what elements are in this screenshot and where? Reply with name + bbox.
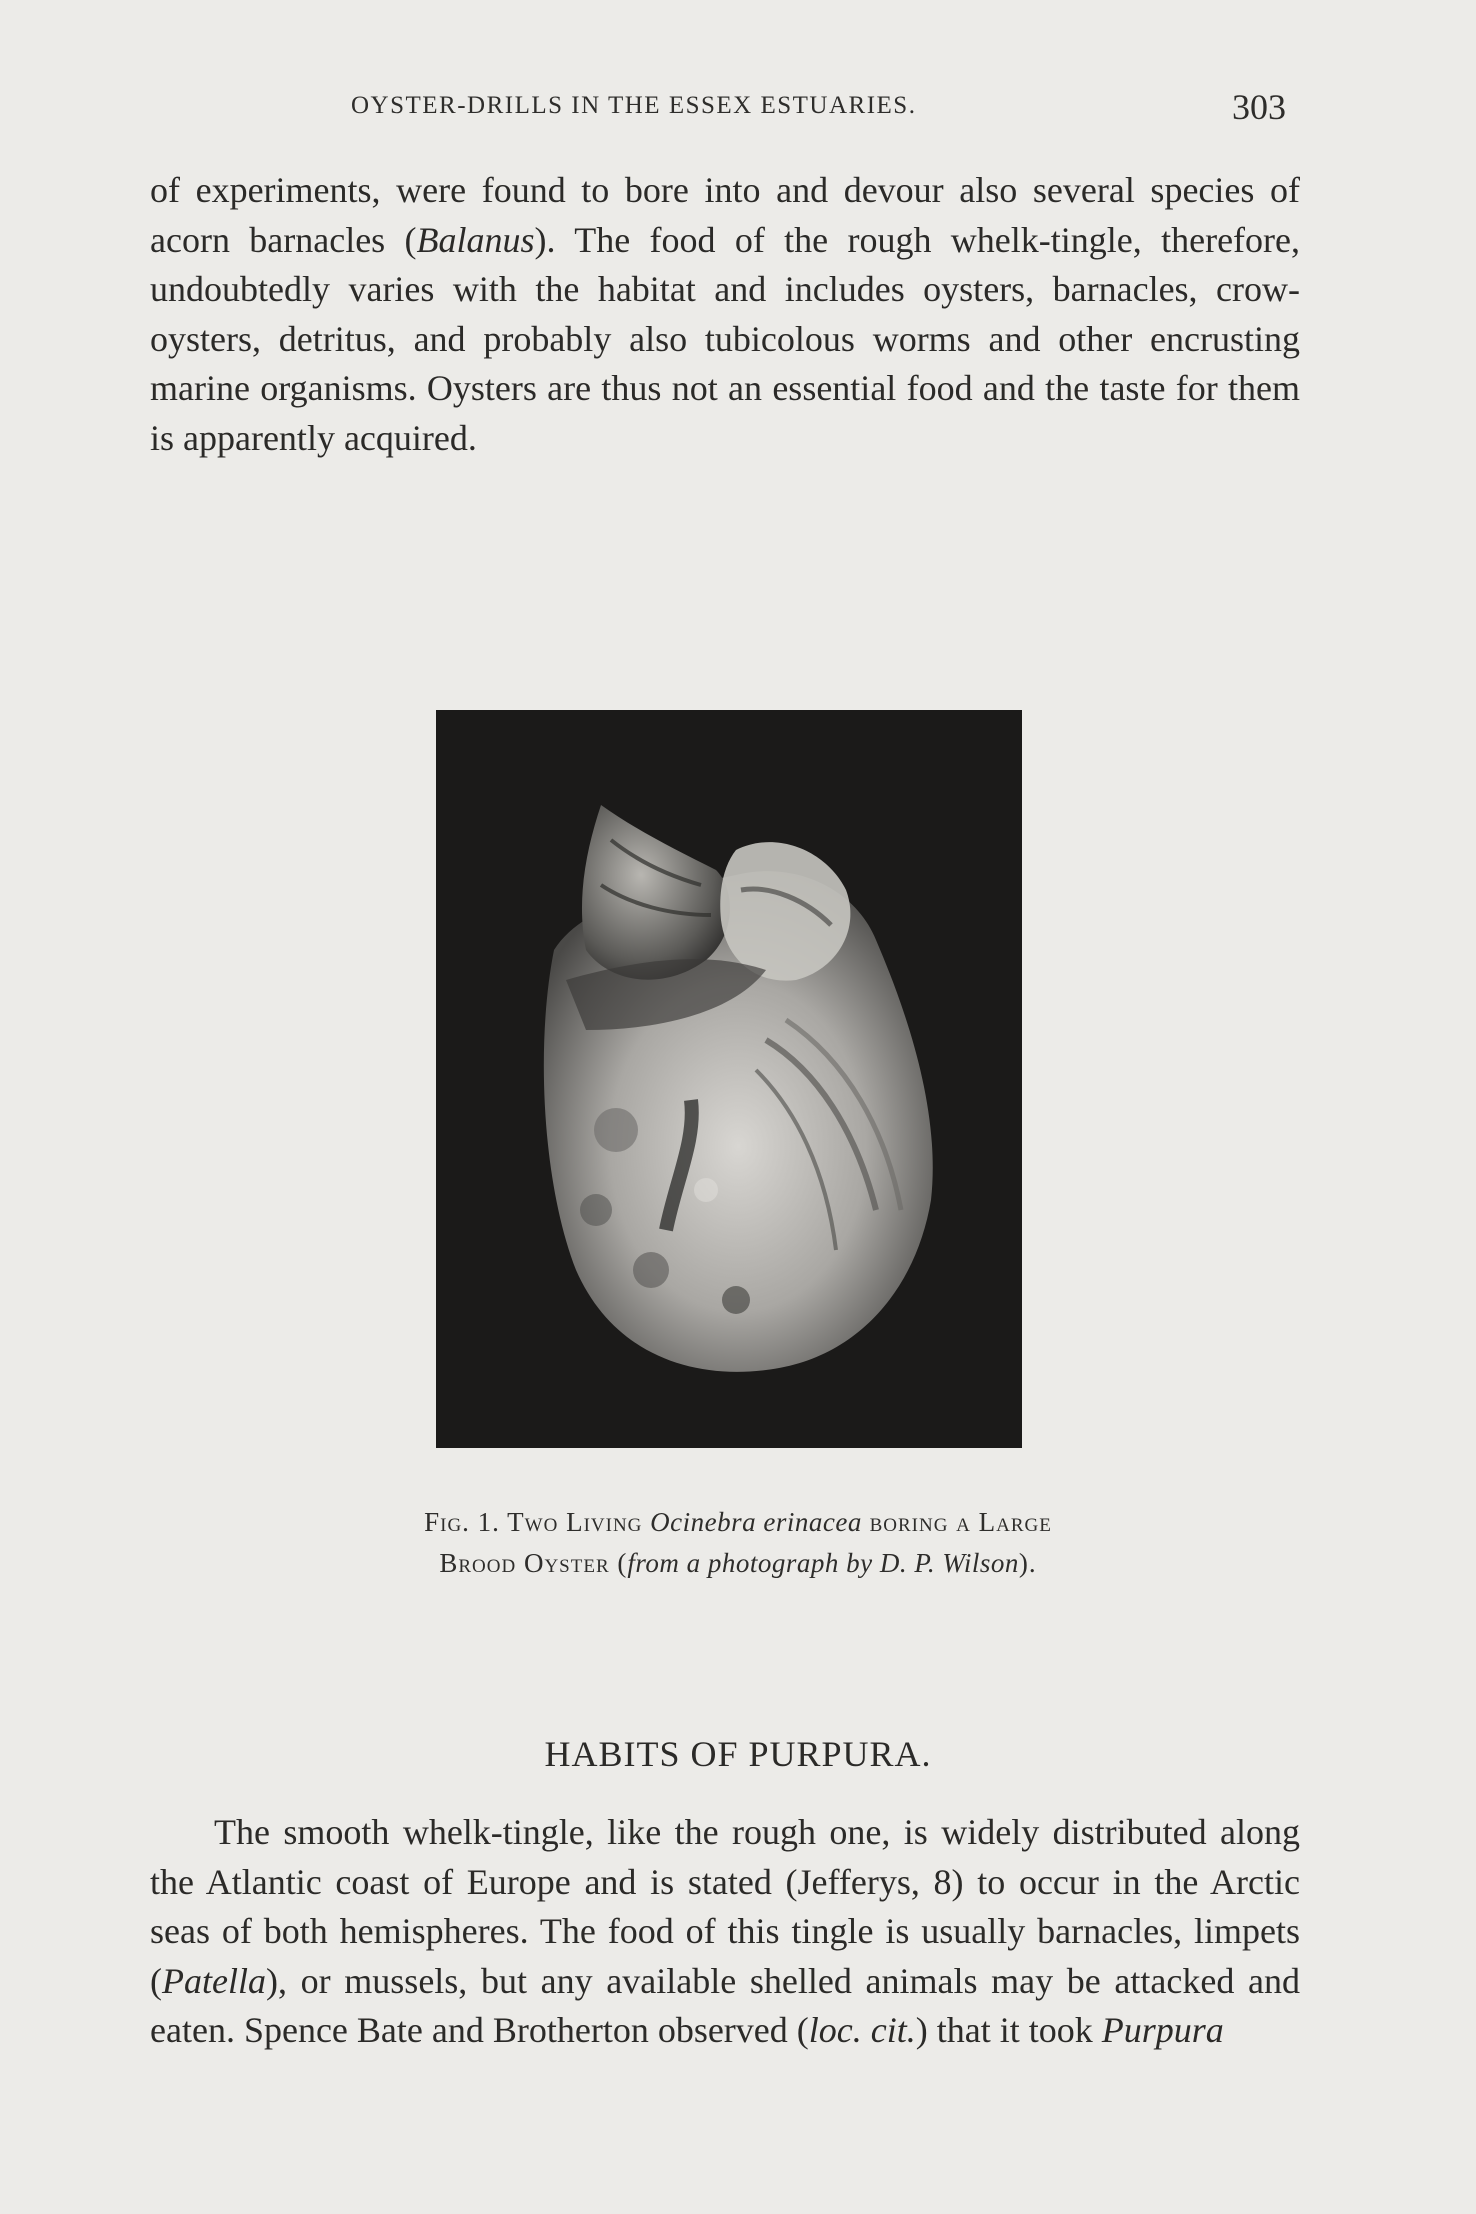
italic-genus-patella: Patella [162, 1960, 266, 2001]
text-run: ) that it took [915, 2010, 1102, 2050]
section-heading: HABITS OF PURPURA. [544, 1734, 932, 1774]
page-number: 303 [1232, 87, 1286, 127]
text-run: of experiments, were found to bore into and devour also several species of acorn barnacles ( [150, 170, 1300, 260]
caption-text: Brood Oyster ( [439, 1548, 628, 1578]
figure-photograph [436, 710, 1022, 1448]
italic-genus-balanus: Balanus [416, 219, 535, 260]
italic-genus-purpura: Purpura [1101, 2010, 1224, 2050]
caption-text: ). [1018, 1548, 1037, 1578]
figure-caption-line-1 [150, 1502, 1326, 1542]
paragraph-smooth-whelk-tingle [150, 1808, 1300, 2056]
italic-loc-cit: loc. cit. [808, 2010, 916, 2050]
figure-caption-line-2 [150, 1543, 1326, 1583]
caption-photo-credit: from a photograph by D. P. Wilson [627, 1548, 1019, 1578]
text-run: ), or mussels, but any available shelled animals may be attacked and eaten. Spence Bate and Brotherton observed ( [150, 1960, 1300, 2050]
caption-species-name: Ocinebra erinacea [650, 1507, 862, 1537]
text-run: ). The food of the rough whelk-tingle, therefore, undoubtedly varies with the habitat and includes oysters, barnacles, crow-oysters, detritus, and probably also tubicolous worms and other encrusting marine organisms. Oysters are thus not an essential food and the taste for them is apparently acquired. [150, 219, 1300, 458]
paragraph-food-of-rough-whelk-tingle [150, 166, 1300, 463]
caption-text: Fig. 1. Two Living [424, 1507, 643, 1537]
caption-text: boring a Large [869, 1507, 1052, 1537]
running-head: OYSTER-DRILLS IN THE ESSEX ESTUARIES. [351, 92, 917, 119]
text-run: The smooth whelk-tingle, like the rough one, is widely distributed along the Atlantic coast of Europe and is stated (Jefferys, 8) to occur in the Arctic seas of both hemispheres. The food of this tingle is usually barnacles, limpets ( [150, 1812, 1300, 2001]
oyster-photo-illustration [436, 710, 1022, 1448]
